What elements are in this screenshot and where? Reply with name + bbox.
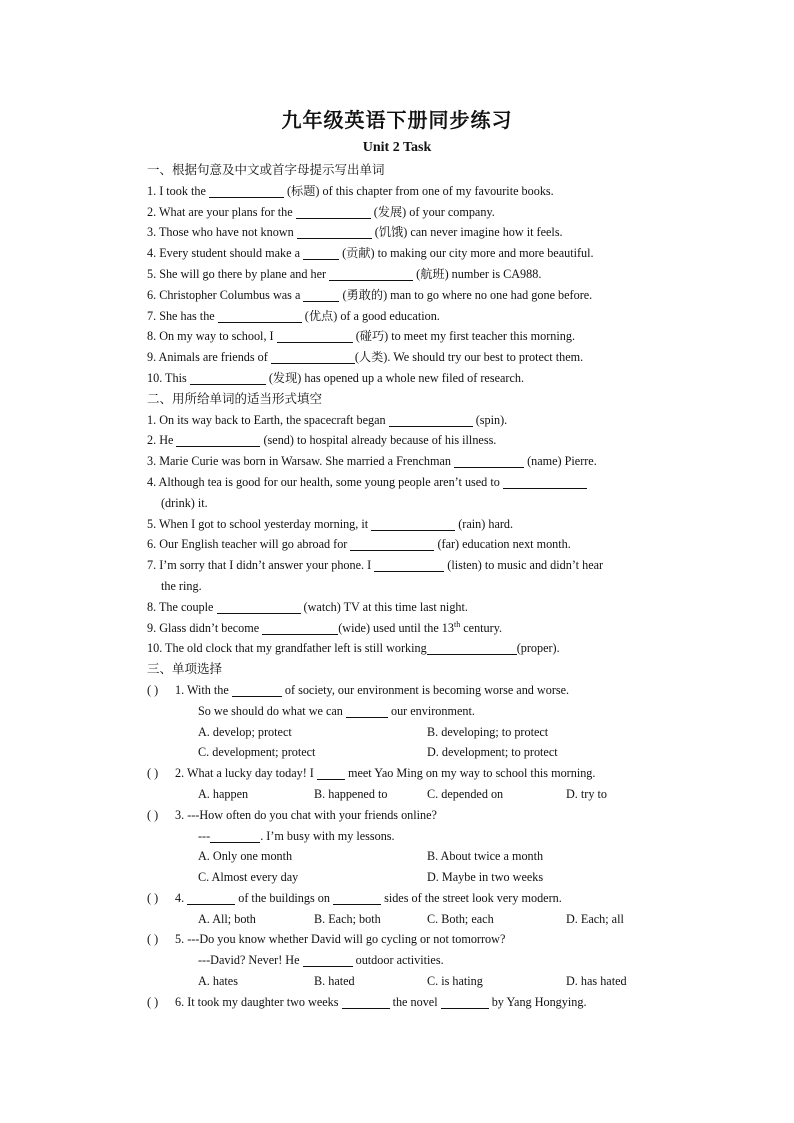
s2-item-10: 10. The old clock that my grandfather left is still working (proper).: [147, 641, 560, 656]
mc-question-6: ( ) 6. It took my daughter two weeks the novel by Yang Hongying.: [147, 992, 677, 1013]
answer-blank[interactable]: [303, 288, 339, 302]
s2-item-6: 6. Our English teacher will go abroad for (far) education next month.: [147, 537, 571, 552]
answer-paren[interactable]: ( ): [147, 766, 159, 781]
s2-item-9: 9. Glass didn’t become (wide) used until the 13th century.: [147, 619, 503, 635]
s1-item-1: 1. I took the (标题) of this chapter from one of my favourite books.: [147, 183, 554, 198]
option-d[interactable]: D. has hated: [566, 974, 627, 989]
answer-blank: [303, 953, 353, 967]
answer-blank[interactable]: [389, 413, 473, 427]
answer-blank: [441, 995, 489, 1009]
section3-heading: 三、单项选择: [147, 661, 223, 677]
mc-question-1: ( ) 1. With the of society, our environment is becoming worse and worse.: [147, 680, 677, 701]
option-a[interactable]: A. Only one month: [198, 849, 293, 864]
mc-question-2: ( ) 2. What a lucky day today! I meet Yao Ming on my way to school this morning.: [147, 763, 677, 784]
s2-item-7-cont: the ring.: [161, 578, 202, 593]
q3-options-row2: [147, 867, 677, 888]
option-b[interactable]: B. About twice a month: [427, 849, 544, 864]
answer-paren[interactable]: ( ): [147, 807, 159, 822]
answer-blank[interactable]: [277, 329, 353, 343]
answer-blank[interactable]: [190, 371, 266, 385]
s2-item-4: 4. Although tea is good for our health, some young people aren’t used to: [147, 472, 677, 493]
answer-blank: [333, 891, 381, 905]
mc-question-4: ( ) 4. of the buildings on sides of the street look very modern.: [147, 888, 677, 909]
option-b[interactable]: B. developing; to protect: [427, 724, 549, 739]
s2-item-3: 3. Marie Curie was born in Warsaw. She married a Frenchman (name) Pierre.: [147, 454, 597, 469]
mc-question-1-line2: So we should do what we can our environment.: [198, 703, 475, 718]
answer-paren[interactable]: ( ): [147, 994, 159, 1009]
option-c[interactable]: C. Almost every day: [198, 870, 299, 885]
s1-item-9: 9. Animals are friends of (人类). We should try our best to protect them.: [147, 350, 584, 365]
answer-blank[interactable]: [371, 517, 455, 531]
option-c[interactable]: C. depended on: [427, 786, 504, 801]
answer-blank[interactable]: [503, 475, 587, 489]
answer-blank[interactable]: [329, 267, 413, 281]
answer-blank[interactable]: [374, 558, 444, 572]
worksheet-content: [147, 160, 677, 1013]
answer-blank[interactable]: [303, 246, 339, 260]
answer-blank[interactable]: [176, 433, 260, 447]
answer-blank[interactable]: [209, 184, 284, 198]
answer-blank: [232, 683, 282, 697]
q4-options: [147, 909, 677, 930]
s2-item-1: 1. On its way back to Earth, the spacecraft began (spin).: [147, 412, 508, 427]
s1-item-7: 7. She has the (优点) of a good education.: [147, 308, 440, 323]
option-d[interactable]: D. Each; all: [566, 911, 624, 926]
option-a[interactable]: A. hates: [198, 974, 238, 989]
answer-blank[interactable]: [454, 454, 524, 468]
s1-item-2: 2. What are your plans for the (发展) of your company.: [147, 204, 495, 219]
option-a[interactable]: A. happen: [198, 786, 249, 801]
page-title: 九年级英语下册同步练习: [281, 108, 513, 132]
s1-item-5: 5. She will go there by plane and her (航班) number is CA988.: [147, 266, 542, 281]
answer-blank: [346, 704, 388, 718]
option-c[interactable]: C. Both; each: [427, 911, 494, 926]
answer-paren[interactable]: ( ): [147, 932, 159, 947]
page-subtitle: Unit 2 Task: [362, 140, 432, 155]
answer-blank: [317, 766, 345, 780]
q3-options-row1: [147, 846, 677, 867]
answer-blank: [342, 995, 390, 1009]
option-a[interactable]: A. develop; protect: [198, 724, 292, 739]
option-d[interactable]: D. Maybe in two weeks: [427, 870, 544, 885]
answer-blank[interactable]: [350, 537, 434, 551]
s1-item-3: 3. Those who have not known (饥饿) can never imagine how it feels.: [147, 225, 563, 240]
q1-options-row2: [147, 742, 677, 763]
option-d[interactable]: D. development; to protect: [427, 745, 558, 760]
mc-question-5-line2: ---David? Never! He outdoor activities.: [198, 953, 444, 968]
answer-blank: [210, 829, 260, 843]
option-d[interactable]: D. try to: [566, 786, 607, 801]
q1-options-row1: [147, 722, 677, 743]
answer-blank[interactable]: [296, 205, 371, 219]
answer-blank[interactable]: [217, 600, 301, 614]
answer-paren[interactable]: ( ): [147, 890, 159, 905]
mc-question-3-line2: --- . I’m busy with my lessons.: [198, 828, 395, 843]
mc-question-5: ( ) 5. ---Do you know whether David will go cycling or not tomorrow?: [147, 929, 677, 950]
answer-blank: [187, 891, 235, 905]
section1-heading: 一、根据句意及中文或首字母提示写出单词: [147, 162, 385, 177]
option-a[interactable]: A. All; both: [198, 911, 256, 926]
option-c[interactable]: C. development; protect: [198, 745, 316, 760]
s1-item-8: 8. On my way to school, I (碰巧) to meet my first teacher this morning.: [147, 329, 576, 344]
s2-item-7: 7. I’m sorry that I didn’t answer your phone. I (listen) to music and didn’t hear: [147, 558, 604, 573]
mc-question-3: ( ) 3. ---How often do you chat with your friends online?: [147, 805, 677, 826]
answer-blank[interactable]: [262, 621, 338, 635]
s2-item-4-cont: (drink) it.: [161, 495, 208, 510]
s1-item-10: 10. This (发现) has opened up a whole new filed of research.: [147, 370, 524, 385]
superscript: th: [453, 619, 461, 629]
s2-item-5: 5. When I got to school yesterday morning, it (rain) hard.: [147, 516, 514, 531]
answer-blank[interactable]: [218, 309, 302, 323]
s1-item-4: 4. Every student should make a (贡献) to making our city more and more beautiful.: [147, 246, 594, 261]
q2-options: [147, 784, 677, 805]
option-c[interactable]: C. is hating: [427, 974, 483, 989]
s2-item-2: 2. He (send) to hospital already because of his illness.: [147, 433, 497, 448]
option-b[interactable]: B. happened to: [314, 786, 388, 801]
option-b[interactable]: B. Each; both: [314, 911, 381, 926]
answer-paren[interactable]: ( ): [147, 682, 159, 697]
s2-item-8: 8. The couple (watch) TV at this time last night.: [147, 599, 468, 614]
section2-heading: 二、用所给单词的适当形式填空: [147, 390, 323, 406]
q5-options: [147, 971, 677, 992]
answer-blank[interactable]: [427, 641, 517, 655]
option-b[interactable]: B. hated: [314, 974, 355, 989]
answer-blank[interactable]: [271, 350, 355, 364]
answer-blank[interactable]: [297, 225, 372, 239]
s1-item-6: 6. Christopher Columbus was a (勇敢的) man to go where no one had gone before.: [147, 287, 593, 302]
